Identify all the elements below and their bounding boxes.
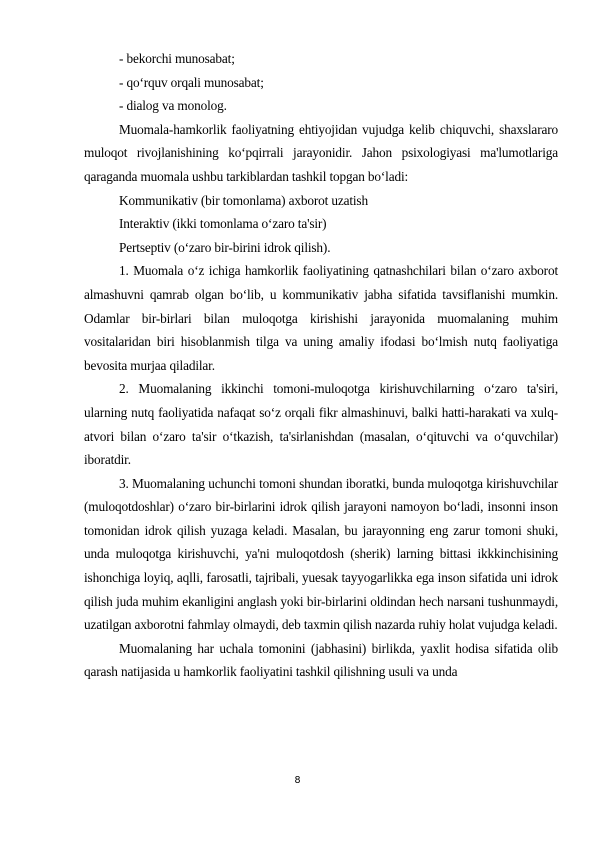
paragraph-component-communicative: Kommunikativ (bir tomonlama) axborot uzatish	[119, 192, 368, 208]
paragraph-component-perceptive: Pertseptiv (o‘zaro bir-birini idrok qilish).	[119, 239, 331, 255]
paragraph-component-interactive: Interaktiv (ikki tomonlama o‘zaro ta'sir)	[119, 216, 327, 232]
paragraph-conclusion: Muomalaning har uchala tomonini (jabhasini) birlikda, yaxlit hodisa sifatida olib qarash natijasida u hamkorlik faoliyatini tashkil qilishning usuli va unda	[84, 640, 558, 680]
list-item: - qo‘rquv orqali munosabat;	[119, 74, 264, 90]
paragraph-intro: Muomala-hamkorlik faoliyatning ehtiyojidan vujudga kelib chiquvchi, shaxslararo muloqot rivojlanishining ko‘pqirrali jarayonidir. Jahon psixologiyasi ma'lumotlariga qaraganda muomala ushbu tarkiblardan tashkil topgan bo‘ladi:	[84, 121, 558, 184]
list-item: - dialog va monolog.	[119, 98, 227, 114]
paragraph-point-1: 1. Muomala o‘z ichiga hamkorlik faoliyatining qatnashchilari bilan o‘zaro axborot almashuvni qamrab olgan bo‘lib, u kommunikativ jabha sifatida tavsiflanishi mumkin. Odamlar bir-birlari bilan muloqotga kirishishi jarayonida muomalaning muhim vositalaridan biri hisoblanmish tilga va uning amaliy ifodasi bo‘lmish nutq faoliyatiga bevosita murjaa qiladilar.	[84, 263, 558, 373]
paragraph-point-2: 2. Muomalaning ikkinchi tomoni-muloqotga kirishuvchilarning o‘zaro ta'siri, ularning nutq faoliyatida nafaqat so‘z orqali fikr almashinuvi, balki hatti-harakati va xulq-atvori bilan o‘zaro ta'sir o‘tkazish, ta'sirlanishdan (masalan, o‘qituvchi va o‘quvchilar) iboratdir.	[84, 381, 558, 468]
document-body	[84, 47, 558, 684]
paragraph-point-3: 3. Muomalaning uchunchi tomoni shundan iboratki, bunda muloqotga kirishuvchilar (muloqotdoshlar) o‘zaro bir-birlarini idrok qilish jarayoni namoyon bo‘ladi, insonni inson tomonidan idrok qilish yuzaga keladi. Masalan, bu jarayonning eng zarur tomoni shuki, unda muloqotga kirishuvchi, ya'ni muloqotdosh (sherik) larning bittasi ikkkinchisining ishonchiga loyiq, aqlli, farosatli, tajribali, yuesak tayyogarlikka ega inson sifatida uni idrok qilish juda muhim ekanligini anglash yoki bir-birlarini oldindan hech narsani tushunmaydi, uzatilgan axborotni fahmlay olmaydi, deb taxmin qilish nazarda ruhiy holat vujudga keladi.	[84, 475, 558, 633]
list-item: - bekorchi munosabat;	[119, 51, 235, 66]
page-number: 8	[294, 775, 301, 786]
